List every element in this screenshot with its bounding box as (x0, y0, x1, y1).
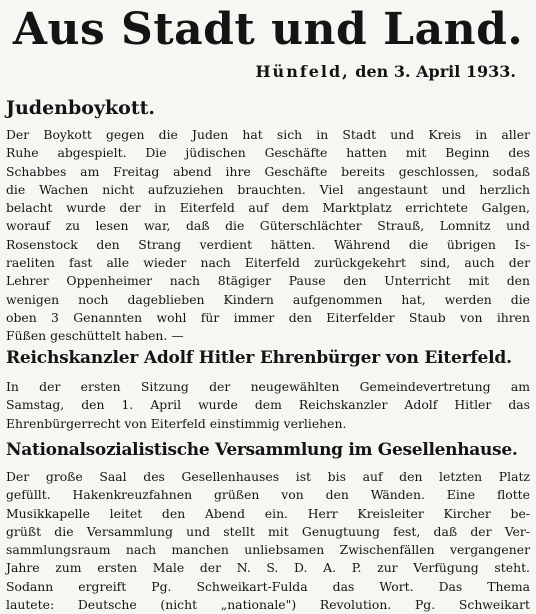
article-body (6, 378, 530, 433)
article-heading: Nationalsozialistische Versammlung im Gesellenhause. (6, 440, 518, 460)
text-line: Samstag, den 1. April wurde dem Reichskanzler Adolf Hitler das (6, 397, 530, 413)
text-line: die Wachen nicht aufzuziehen brauchten. Viel angestaunt und herzlich (6, 181, 530, 197)
text-line: Ehrenbürgerrecht von Eiterfeld einstimmig verliehen. (6, 415, 347, 431)
text-line: oben 3 Genannten wohl für immer den Eiterfelder Staub von ihren (6, 309, 530, 325)
text-line: Füßen geschüttelt haben. — (6, 328, 184, 344)
article-heading: Reichskanzler Adolf Hitler Ehrenbürger von Eiterfeld. (6, 348, 512, 368)
text-line: Sodann ergreift Pg. Schweikart-Fulda das Wort. Das Thema (6, 578, 530, 594)
text-line: Rosenstock den Strang verdient hätten. Während die übrigen Is- (6, 236, 530, 252)
dateline-place: Hünfeld, (255, 62, 350, 81)
text-line: Der Boykott gegen die Juden hat sich in Stadt und Kreis in aller (6, 127, 530, 142)
text-line: In der ersten Sitzung der neugewählten Gemeindevertretung am (6, 379, 530, 394)
text-line: Der große Saal des Gesellenhauses ist bis auf den letzten Platz (6, 469, 530, 484)
article-heading: Judenboykott. (6, 97, 155, 119)
text-line: sammlungsraum nach manchen unliebsamen Zwischenfällen vergangener (6, 542, 530, 558)
text-line: wenigen noch dageblieben Kindern aufgenommen hat, werden die (6, 291, 530, 307)
text-line: Jahre zum ersten Male der N. S. D. A. P. zur Verfügung steht. (6, 560, 530, 576)
text-line: Lehrer Oppenheimer nach 8tägiger Pause den Unterricht mit den (6, 273, 530, 289)
text-line: Schabbes am Freitag abend ihre Geschäfte bereits geschlossen, sodaß (6, 163, 530, 179)
dateline-date: den 3. April 1933. (355, 62, 516, 81)
article-body (6, 468, 530, 614)
text-line: raeliten fast alle wieder nach Eiterfeld zurückgekehrt sind, auch der (6, 255, 530, 271)
text-line: Musikkapelle leitet den Abend ein. Herr Kreisleiter Kircher be- (6, 505, 530, 521)
text-line: gefüllt. Hakenkreuzfahnen grüßen von den Wänden. Eine flotte (6, 487, 530, 503)
article-body (6, 126, 530, 346)
text-line: worauf zu lesen war, daß die Güterschlächter Strauß, Lomnitz und (6, 218, 530, 234)
section-masthead: Aus Stadt und Land. (12, 4, 524, 55)
dateline (255, 62, 516, 82)
text-line: lautete: Deutsche (nicht „nationale") Revolution. Pg. Schweikart (6, 597, 530, 613)
text-line: Ruhe abgespielt. Die jüdischen Geschäfte hatten mit Beginn des (6, 145, 530, 161)
text-line: belacht wurde der in Eiterfeld auf dem Marktplatz errichtete Galgen, (6, 200, 530, 216)
text-line: grüßt die Versammlung und stellt mit Genugtuung fest, daß der Ver- (6, 523, 530, 539)
